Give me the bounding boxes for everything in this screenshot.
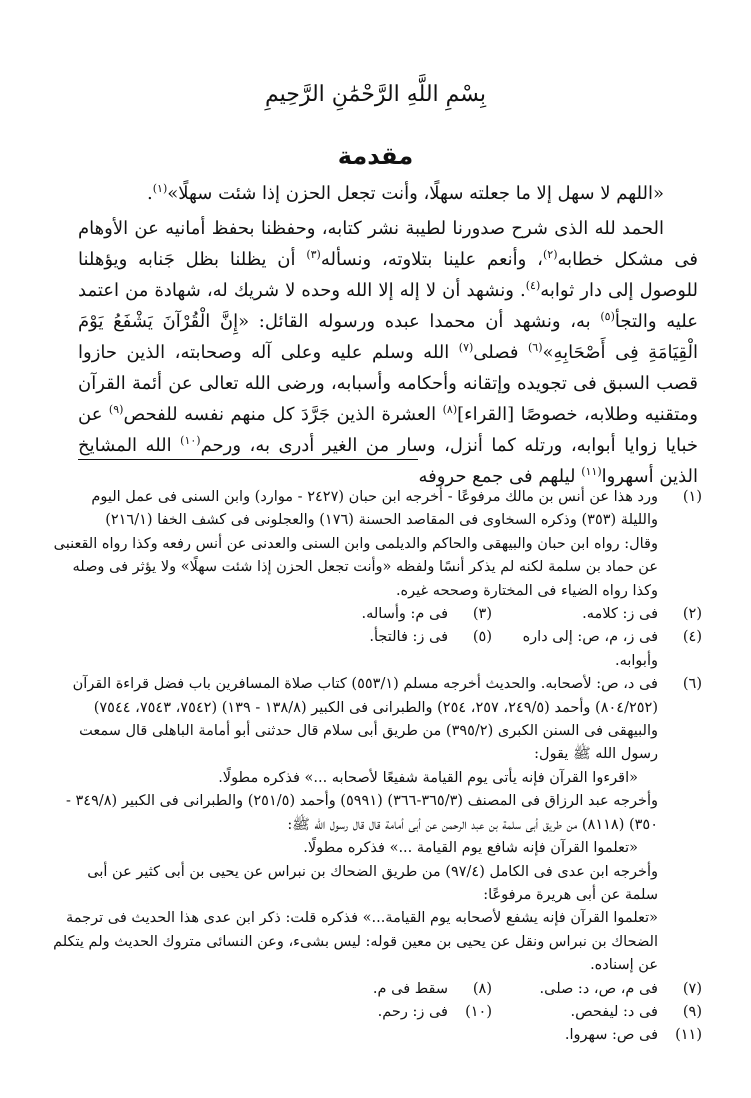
footnote-text: سقط فى م. — [372, 980, 448, 997]
footnote-mark-6: (٦) — [527, 341, 543, 354]
footnote-divider — [78, 459, 418, 460]
footnote-row — [52, 1024, 702, 1047]
footnote-text: فى ز: فالتجأ. — [369, 629, 448, 646]
footnote-text: فى ز: رحم. — [377, 1003, 448, 1020]
footnote-mark-2: (٢) — [542, 248, 558, 261]
footnote-6 — [52, 673, 702, 977]
footnote-text: فى د، ص: لأصحابه. والحديث أخرجه مسلم (٥٥٣/١) كتاب صلاة المسافرين باب فضل قراءة القرآن (٨٠٤/٢٥٢) وأحمد (٢٤٩/٥، ٢٥٧، ٢٥٤) والطبرانى فى الكبير (١٣٨/٨ - ١٣٩) (٧٥٤٢، ٧٥٤٣، ٧٥٤٤) والبيهقى فى السنن الكبرى (٣٩٥/٢) من طريق أبى سلام قال حدثنى أبو أمامة الباهلى قال سمعت رسول الله ﷺ يقول: — [72, 676, 658, 763]
footnotes-section — [52, 486, 702, 1048]
footnote-text: فى د: ليفحص. — [570, 1003, 658, 1020]
footnote-number: (١) — [682, 489, 702, 505]
footnote-number: (٤) — [682, 629, 702, 646]
footnote-number: (٩) — [682, 1003, 702, 1020]
footnote-mark-5: (٥) — [600, 310, 615, 323]
main-text — [78, 178, 698, 492]
footnote-number: (٢) — [682, 606, 702, 623]
footnote-text: فى م، ص، د: صلى. — [539, 980, 658, 997]
footnote-mark-8: (٨) — [442, 403, 458, 416]
footnote-mark-3: (٣) — [306, 248, 321, 261]
intro-paragraph: الحمد لله الذى شرح صدورنا لطيبة نشر كتابه، وحفظنا بحفظ أمانيه عن الأوهام فى مشكل خطابه$^{(٢)}$، وأنعم علينا بتلاوته، ونسأله$^{(٣)}$ أن يظلنا بظل جَنابه ويؤهلنا للوصول إلى دار ثوابه$^{(٤)}$. ونشهد أن لا إله إلا الله وحده لا شريك له، شهادة من اعتمد عليه والتجأ$^{(٥)}$ به، ونشهد أن محمدا عبده ورسوله القائل: «إِنَّ الْقُرْآنَ يَشْفَعُ يَوْمَ الْقِيَامَةِ فِى أَصْحَابِهِ»$^{(٦)}$ فصلى$^{(٧)}$ الله وسلم عليه وعلى آله وصحابته، الذين حازوا قصب السبق فى تجويده وإتقانه وأحكامه وأسبابه، ورضى الله تعالى عن أئمة القرآن ومتقنيه وطلابه، خصوصًا [القراء]$^{(٨)}$ العشرة الذين جَرَّدَ كل منهم نفسه للفحص$^{(٩)}$ عن خبايا زوايا أبوابه، ورتله كما أنزل، وسار من الغير أدرى به، ورحم$^{(١٠)}$ الله المشايخ الذين أسهروا$^{(١١)}$ ليلهم فى جمع حروفه — [78, 218, 698, 487]
footnote-number: (٧) — [682, 980, 702, 997]
footnote-number: (٥) — [472, 629, 492, 646]
basmala-heading: بِسْمِ اللَّهِ الرَّحْمَٰنِ الرَّحِيمِ — [264, 82, 487, 107]
hadith-quote: «تعلموا القرآن فإنه شافع يوم القيامة ...» فذكره مطولًا. — [303, 840, 638, 857]
footnote-10 — [332, 1001, 492, 1024]
footnote-1 — [52, 486, 702, 603]
footnote-mark-1: (١) — [152, 182, 168, 195]
footnote-row — [52, 978, 702, 1001]
footnote-4 — [492, 626, 702, 673]
footnote-text: فى ز، م، ص: إلى داره وأبوابه. — [522, 629, 658, 669]
footnote-11 — [492, 1024, 702, 1047]
opening-prayer: «اللهم لا سهل إلا ما جعلته سهلًا، وأنت تجعل الحزن إذا شئت سهلًا»$^{(١)}$. — [146, 182, 664, 204]
footnote-mark-10: (١٠) — [180, 434, 201, 447]
footnote-text: وقال: رواه ابن حبان والبيهقى والحاكم والديلمى وابن السنى والعدنى عن أنس رفعه وكذا رواه القعنبى عن حماد بن سلمة لكنه لم يذكر أنسًا ولفظه «وأنت تجعل الحزن إذا شئت سهلًا» ولا يؤثر فى وصله وكذا رواه الضياء فى المختارة وصححه غيره. — [53, 535, 658, 599]
footnote-9 — [492, 1001, 702, 1024]
footnote-row — [52, 626, 702, 673]
footnote-number: (٣) — [472, 606, 492, 623]
footnote-text: فى ز: كلامه. — [582, 606, 658, 623]
footnote-mark-7: (٧) — [458, 341, 474, 354]
footnote-text: فى ص: سهروا. — [564, 1027, 658, 1044]
footnote-text: ورد هذا عن أنس بن مالك مرفوعًا - أخرجه ابن حبان (٢٤٢٧ - موارد) وابن السنى فى عمل اليوم والليلة (٣٥٣) وذكره السخاوى فى المقاصد الحسنة (١٧٦) والعجلونى فى كشف الخفا (٢١٦/١) — [91, 489, 658, 529]
footnote-mark-4: (٤) — [525, 279, 541, 292]
footnote-number: (٦) — [682, 676, 702, 693]
footnote-mark-9: (٩) — [108, 403, 124, 416]
footnote-8 — [332, 978, 492, 1001]
footnote-row — [52, 1001, 702, 1024]
hadith-quote: «تعلموا القرآن فإنه يشفع لأصحابه يوم القيامة...» فذكره قلت: ذكر ابن عدى هذا الحديث فى ترجمة الضحاك بن نبراس ونقل عن يحيى بن معين قوله: ليس بشىء، وعن النسائى متروك الحديث ولم يتكلم عن إسناده. — [53, 910, 658, 974]
hadith-quote: «اقرءوا القرآن فإنه يأتى يوم القيامة شفيعًا لأصحابه ...» فذكره مطولًا. — [218, 769, 638, 786]
footnote-mark-11: (١١) — [581, 465, 602, 478]
footnote-number: (١٠) — [465, 1003, 492, 1020]
footnote-2 — [492, 603, 702, 626]
footnote-3 — [332, 603, 492, 626]
footnote-number: (٨) — [472, 980, 492, 997]
footnote-text: وأخرجه عبد الرزاق فى المصنف (٣٦٥/٣-٣٦٦) (٥٩٩١) وأحمد (٢٥١/٥) والطبرانى فى الكبير (٣٤٩/٨ - ٣٥٠) (٨١١٨) من طريق أبى سلمة بن عبد الرحمن عن أبى أمامة قال قال رسول الله ﷺ: — [65, 793, 658, 833]
footnote-text: فى م: وأساله. — [361, 606, 448, 623]
footnote-text: وأخرجه ابن عدى فى الكامل (٩٧/٤) من طريق الضحاك بن نبراس عن يحيى بن أبى كثير عن أبى سلمة عن أبى هريرة مرفوعًا: — [87, 863, 658, 903]
footnote-number: (١١) — [675, 1027, 702, 1044]
page-title: مقدمة — [337, 142, 414, 170]
footnote-row — [52, 603, 702, 626]
footnote-5 — [332, 626, 492, 673]
footnote-7 — [492, 978, 702, 1001]
